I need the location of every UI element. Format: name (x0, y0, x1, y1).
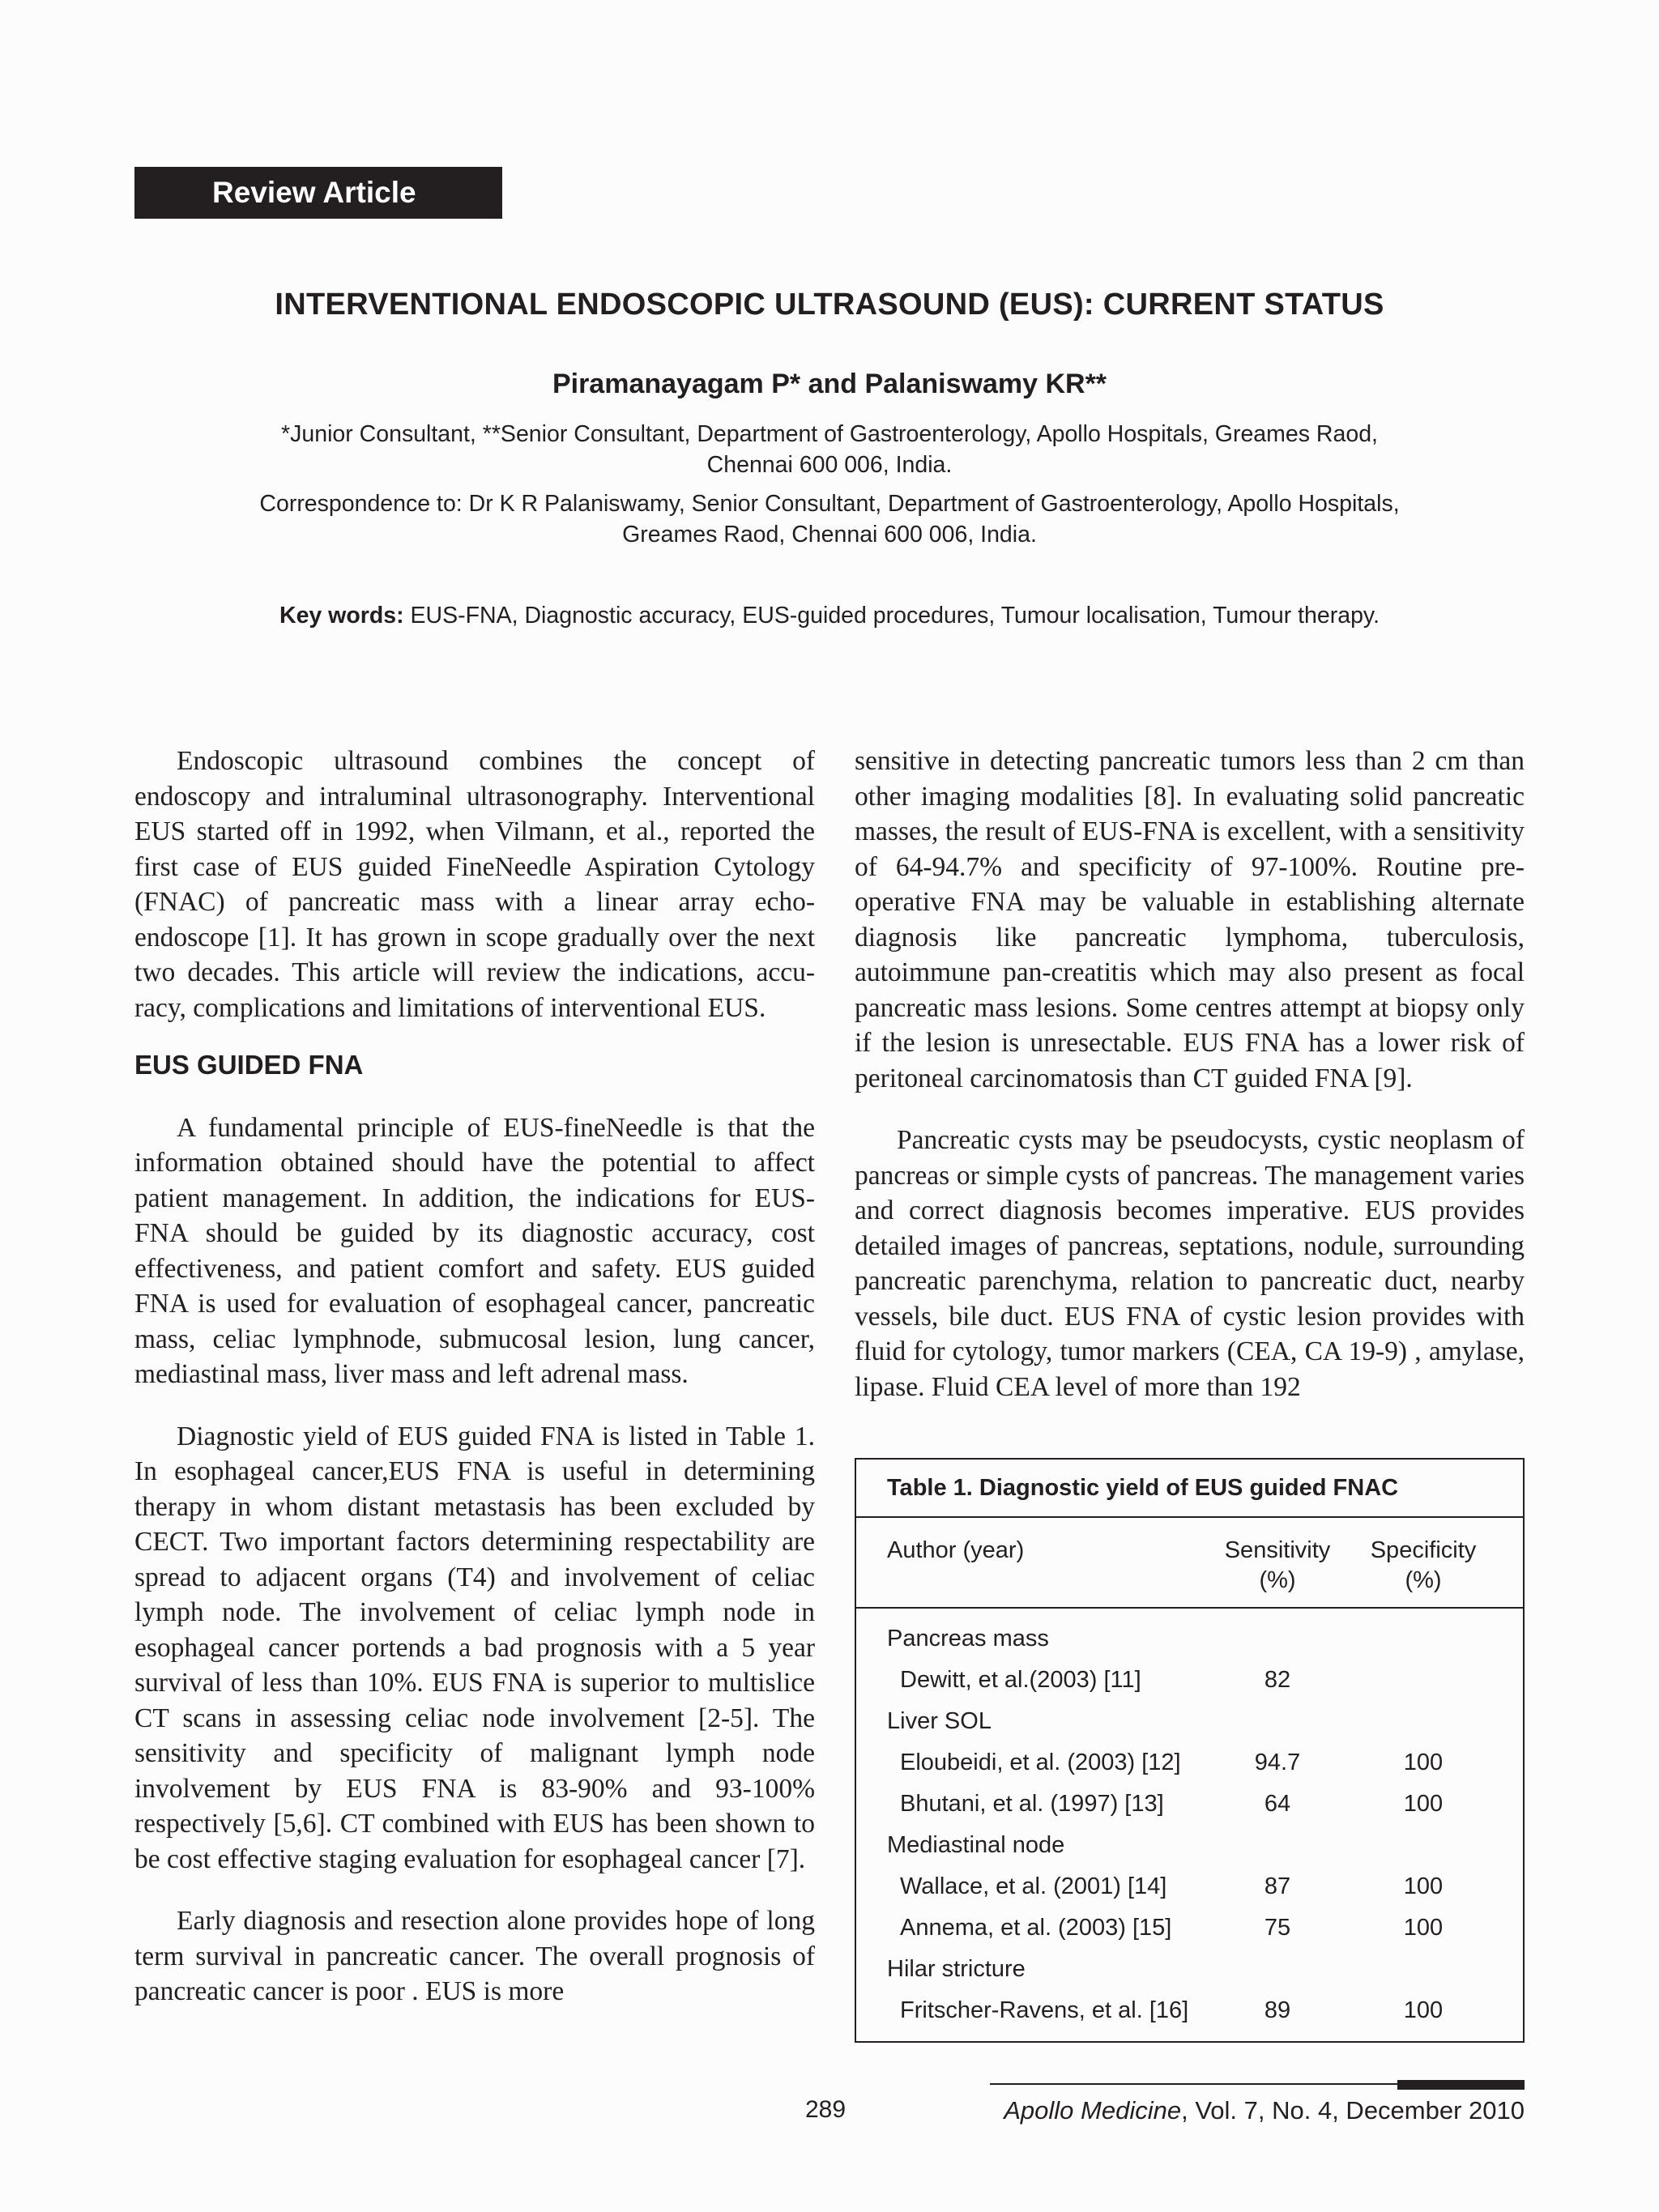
sensitivity-label: Sensitivity (1224, 1537, 1331, 1563)
article-title: INTERVENTIONAL ENDOSCOPIC ULTRASOUND (EUS): CURRENT STATUS (275, 288, 1384, 322)
table-row-group (856, 1618, 1523, 1660)
paragraph-diagnostic-yield: Diagnostic yield of EUS guided FNA is listed in Table 1. In esophageal cancer,EUS FNA is useful in determining therapy in whom distant metastasis has been excluded by CECT. Two important factors determining respectability are spread to adjacent organs (T4) and involvement of celiac lymph node. The involvement of celiac lymph node in esophageal cancer portends a bad prognosis with a 5 year survival of less than 10%. EUS FNA is superior to multislice CT scans in assessing celiac node involvement [2-5]. The sensitivity and specificity of malignant lymph node involvement by EUS FNA is 83-90% and 93-100% respectively [5,6]. CT combined with EUS has been shown to be cost effective staging evaluation for esophageal cancer [7]. (134, 1421, 815, 1874)
correspondence (162, 488, 1497, 550)
row-author: Bhutani, et al. (1997) [13] (900, 1791, 1164, 1817)
paragraph-early-diagnosis: Early diagnosis and resection alone provides hope of long term survival in pancreatic cancer. The overall prognosis of pancreatic cancer is poor . EUS is more (134, 1906, 815, 2006)
table-row (856, 1866, 1523, 1907)
row-sensitivity: 64 (1264, 1791, 1291, 1817)
row-author: Pancreas mass (887, 1626, 1049, 1652)
table-row (856, 1990, 1523, 2031)
row-author: Liver SOL (887, 1708, 992, 1734)
footer-accent-bar (1397, 2080, 1525, 2090)
table-row-group (856, 1949, 1523, 1990)
column-header-sensitivity (1213, 1536, 1342, 1596)
specificity-label: Specificity (1370, 1537, 1477, 1563)
journal-volume-issue: , Vol. 7, No. 4, December 2010 (1181, 2096, 1525, 2125)
row-specificity: 100 (1403, 1915, 1444, 1941)
row-specificity: 100 (1403, 1873, 1444, 1899)
right-column (855, 744, 1525, 1404)
row-author: Annema, et al. (2003) [15] (900, 1915, 1172, 1941)
column-header-author: Author (year) (887, 1537, 1025, 1563)
section-heading-eus-guided-fna: EUS GUIDED FNA (134, 1050, 364, 1080)
row-author: Eloubeidi, et al. (2003) [12] (900, 1750, 1181, 1775)
column-header-specificity (1358, 1536, 1488, 1596)
row-author: Fritscher-Ravens, et al. [16] (900, 1997, 1189, 2023)
keywords-label: Key words: (279, 603, 404, 629)
row-specificity: 100 (1403, 1997, 1444, 2023)
row-sensitivity: 94.7 (1254, 1750, 1301, 1775)
table-header (856, 1518, 1523, 1609)
table-title: Table 1. Diagnostic yield of EUS guided FNAC (856, 1460, 1523, 1518)
table-diagnostic-yield (855, 1458, 1525, 2043)
specificity-unit: (%) (1405, 1567, 1442, 1593)
table-row-group (856, 1825, 1523, 1866)
paragraph-sensitivity: sensitive in detecting pancreatic tumors less than 2 cm than other imaging modalities [8]. In evaluating solid pancreatic masses, the result of EUS-FNA is excellent, with a sensitivity of 64-94.7% and specificity of 97-100%. Routine pre-operative FNA may be valuable in establishing alternate diagnosis like pancreatic lymphoma, tuberculosis, autoimmune pan-creatitis which may also present as focal pancreatic mass lesions. Some centres attempt at biopsy only if the lesion is unresectable. EUS FNA has a lower risk of peritoneal carcinomatosis than CT guided FNA [9]. (855, 746, 1525, 1093)
article-type-badge: Review Article (134, 167, 502, 219)
table-row (856, 1660, 1523, 1701)
correspondence-line-2: Greames Raod, Chennai 600 006, India. (622, 522, 1037, 548)
table-row-group (856, 1701, 1523, 1742)
keywords-list: EUS-FNA, Diagnostic accuracy, EUS-guided procedures, Tumour localisation, Tumour therapy. (410, 603, 1380, 629)
sensitivity-unit: (%) (1259, 1567, 1296, 1593)
correspondence-line-1: Correspondence to: Dr K R Palaniswamy, Senior Consultant, Department of Gastroenterology, Apollo Hospitals, (259, 491, 1400, 517)
row-sensitivity: 89 (1264, 1997, 1291, 2023)
affiliation (162, 419, 1497, 480)
paragraph-pancreatic-cysts: Pancreatic cysts may be pseudocysts, cystic neoplasm of pancreas or simple cysts of pancreas. The management varies and correct diagnosis becomes imperative. EUS provides detailed images of pancreas, septations, nodule, surrounding pancreatic parenchyma, relation to pancreatic duct, nearby vessels, bile duct. EUS FNA of cystic lesion provides with fluid for cytology, tumor markers (CEA, CA 19-9) , amylase, lipase. Fluid CEA level of more than 192 (855, 1125, 1525, 1402)
paragraph-principle: A fundamental principle of EUS-fineNeedle is that the information obtained should have the potential to affect patient management. In addition, the indications for EUS-FNA should be guided by its diagnostic accuracy, cost effectiveness, and patient comfort and safety. EUS guided FNA is used for evaluation of esophageal cancer, pancreatic mass, celiac lymphnode, submucosal lesion, lung cancer, mediastinal mass, liver mass and left adrenal mass. (134, 1112, 815, 1389)
affiliation-line-2: Chennai 600 006, India. (706, 452, 953, 478)
authors: Piramanayagam P* and Palaniswamy KR** (552, 369, 1107, 399)
table-row (856, 1742, 1523, 1784)
row-specificity: 100 (1403, 1750, 1444, 1775)
paragraph-intro: Endoscopic ultrasound combines the concept of endoscopy and intraluminal ultrasonography. Interventional EUS started off in 1992, when Vilmann, et al., reported the first case of EUS guided FineNeedle Aspiration Cytology (FNAC) of pancreatic mass with a linear array echo-endoscope [1]. It has grown in scope gradually over the next two decades. This article will review the indications, accu-racy, complications and limitations of interventional EUS. (134, 746, 815, 1023)
page-number: 289 (805, 2096, 847, 2123)
table-row (856, 1784, 1523, 1825)
table-body (856, 1609, 1523, 2031)
row-author: Mediastinal node (887, 1832, 1065, 1858)
row-author: Wallace, et al. (2001) [14] (900, 1873, 1167, 1899)
left-column (134, 744, 815, 2010)
row-specificity: 100 (1403, 1791, 1444, 1817)
table-row (856, 1907, 1523, 1949)
row-author: Dewitt, et al.(2003) [11] (900, 1667, 1141, 1693)
journal-name: Apollo Medicine (1004, 2096, 1182, 2125)
row-sensitivity: 87 (1264, 1873, 1291, 1899)
row-sensitivity: 75 (1264, 1915, 1291, 1941)
journal-citation (1004, 2096, 1525, 2125)
affiliation-line-1: *Junior Consultant, **Senior Consultant, Department of Gastroenterology, Apollo Hospitals, Greames Raod, (281, 421, 1378, 447)
row-sensitivity: 82 (1264, 1667, 1291, 1693)
row-author: Hilar stricture (887, 1956, 1026, 1982)
keywords (162, 600, 1497, 631)
